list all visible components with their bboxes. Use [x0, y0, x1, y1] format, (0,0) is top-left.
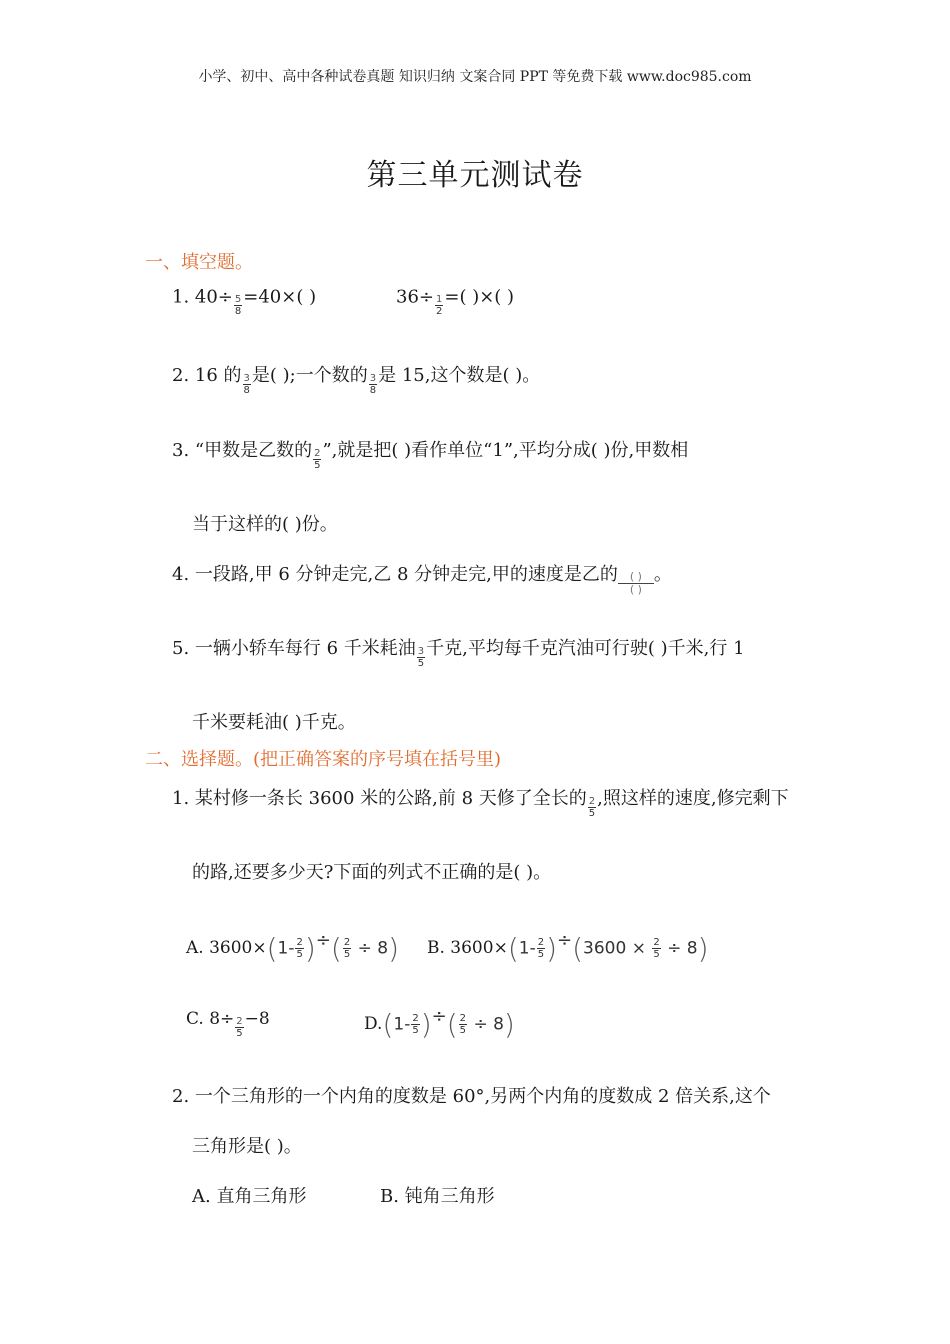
q2-tail: 是 15,这个数是( )。 [378, 365, 541, 386]
c1-prefix: 1. 某村修一条长 3600 米的公路,前 8 天修了全长的 [172, 788, 587, 809]
q1-mid: =40×( ) [243, 286, 317, 308]
fraction: $\frac{2}{5}$ [236, 1016, 243, 1039]
q3-prefix: 3. “甲数是乙数的 [172, 440, 313, 461]
q2-prefix: 2. 16 的 [172, 365, 242, 386]
fraction: $\frac{2}{5}$ [588, 795, 596, 819]
page-title: 第三单元测试卷 [366, 158, 584, 193]
question-3-line2: 当于这样的( )份。 [192, 514, 338, 535]
c2-option-a: A. 直角三角形 [192, 1186, 307, 1207]
question-1 [172, 286, 317, 317]
fraction: $\frac{3}{8}$ [369, 372, 377, 396]
fraction: $\frac{5}{8}$ [234, 294, 242, 317]
question-3 [172, 436, 689, 471]
option-c-label: C. 8÷ [186, 1009, 235, 1029]
q1-tail: =( )×( ) [444, 286, 515, 308]
q2-mid: 是( );一个数的 [251, 365, 368, 386]
option-d-label: D. [364, 1014, 383, 1034]
answer-fraction-blank: $\frac{( )}{( )}$ [618, 571, 654, 596]
question-2 [172, 361, 541, 396]
q5-tail: 千克,平均每千克汽油可行驶( )千米,行 1 [426, 638, 745, 659]
q1-part2: 36÷ [396, 286, 434, 308]
option-b-label: B. 3600× [427, 938, 508, 958]
q5-prefix: 5. 一辆小轿车每行 6 千米耗油 [172, 638, 416, 659]
expression: (1- $\frac{2}{5}$ )÷(3600 × $\frac{2}{5}$ ÷ 8) [507, 929, 709, 965]
question-1-part2 [396, 286, 515, 317]
option-c [186, 1008, 270, 1039]
question-5-line2: 千米要耗油( )千克。 [192, 712, 356, 733]
fraction: $\frac{2}{5}$ [314, 447, 321, 471]
q4-prefix: 4. 一段路,甲 6 分钟走完,乙 8 分钟走完,甲的速度是乙的 [172, 564, 618, 585]
choice-question-1-line2: 的路,还要多少天?下面的列式不正确的是( )。 [192, 862, 552, 883]
choice-question-2: 2. 一个三角形的一个内角的度数是 60°,另两个内角的度数成 2 倍关系,这个 [172, 1086, 771, 1107]
choice-question-2-line2: 三角形是( )。 [192, 1136, 302, 1157]
section-choice-heading: 二、选择题。(把正确答案的序号填在括号里) [145, 749, 502, 770]
question-4 [172, 560, 672, 596]
option-a [186, 929, 400, 965]
c1-tail: ,照这样的速度,修完剩下 [597, 788, 789, 809]
question-5 [172, 634, 745, 669]
fraction: $\frac{3}{8}$ [243, 372, 250, 396]
expression: (1- $\frac{2}{5}$ )÷( $\frac{2}{5}$ ÷ 8) [382, 1005, 515, 1041]
q1-prefix: 1. 40÷ [172, 286, 233, 308]
option-a-label: A. 3600× [186, 938, 267, 958]
c2-option-b: B. 钝角三角形 [380, 1186, 495, 1207]
q3-tail: ”,就是把( )看作单位“1”,平均分成( )份,甲数相 [322, 440, 689, 461]
page-header: 小学、初中、高中各种试卷真题 知识归纳 文案合同 PPT 等免费下载 www.doc985.com [198, 69, 752, 85]
expression: (1- $\frac{2}{5}$ )÷( $\frac{2}{5}$ ÷ 8) [266, 929, 400, 965]
fraction: $\frac{3}{5}$ [417, 645, 425, 669]
choice-question-1 [172, 784, 789, 819]
q4-tail: 。 [653, 564, 672, 585]
option-b [427, 929, 709, 965]
option-d [364, 1005, 515, 1041]
section-fill-blank-heading: 一、填空题。 [145, 252, 253, 273]
option-c-tail: −8 [244, 1009, 270, 1029]
fraction: $\frac{1}{2}$ [436, 294, 443, 317]
